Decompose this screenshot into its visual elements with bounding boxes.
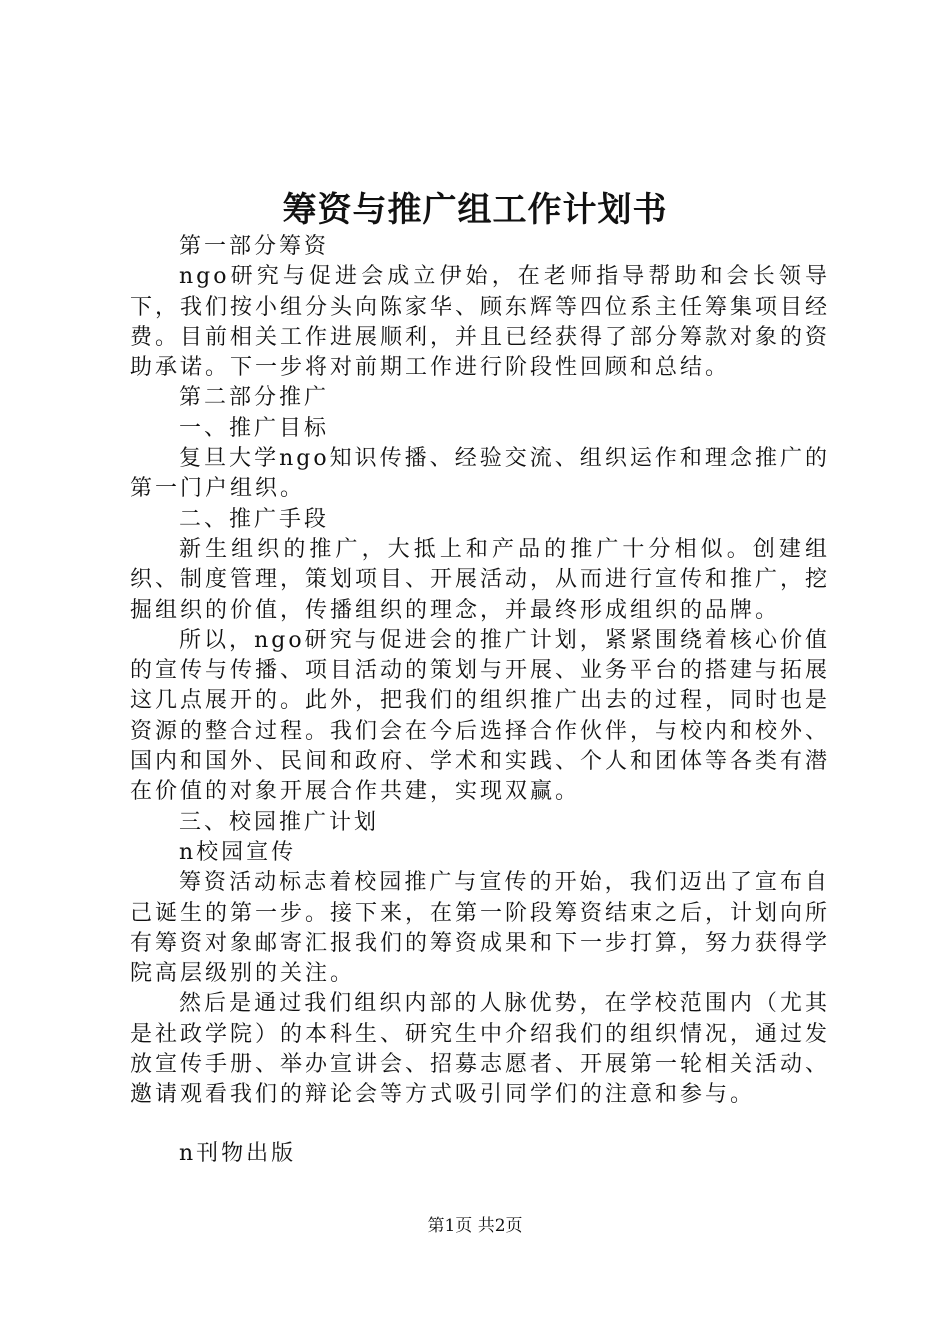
section-heading-promotion: 第二部分推广	[179, 385, 330, 411]
paragraph-network: 然后是通过我们组织内部的人脉优势，在学校范围内（尤其是社政学院）的本科生、研究生中介绍我们的组织情况，通过发放宣传手册、举办宣讲会、招募志愿者、开展第一轮相关活动、邀请观看我们的辩论会等方式吸引同学们的注意和参与。	[130, 991, 831, 1108]
paragraph-promotion-goal: 复旦大学ngo知识传播、经验交流、组织运作和理念推广的第一门户组织。	[130, 446, 830, 502]
subheading-publication: n刊物出版	[179, 1140, 297, 1166]
paragraph-fundraising: ngo研究与促进会成立伊始，在老师指导帮助和会长领导下，我们按小组分头向陈家华、顾东辉等四位系主任筹集项目经费。目前相关工作进展顺利，并且已经获得了部分筹款对象的资助承诺。下一步将对前期工作进行阶段性回顾和总结。	[130, 264, 831, 381]
section-heading-fundraising: 第一部分筹资	[179, 234, 330, 259]
paragraph-campus-publicity: 筹资活动标志着校园推广与宣传的开始，我们迈出了宣布自己诞生的第一步。接下来，在第一阶段筹资结束之后，计划向所有筹资对象邮寄汇报我们的筹资成果和下一步打算，努力获得学院高层级别的关注。	[130, 870, 831, 987]
document-body	[130, 232, 830, 1169]
subheading-campus-publicity: n校园宣传	[179, 839, 297, 865]
paragraph-promotion-plan: 所以，ngo研究与促进会的推广计划，紧紧围绕着核心价值的宣传与传播、项目活动的策划与开展、业务平台的搭建与拓展这几点展开的。此外，把我们的组织推广出去的过程，同时也是资源的整合过程。我们会在今后选择合作伙伴，与校内和校外、国内和国外、民间和政府、学术和实践、个人和团体等各类有潜在价值的对象开展合作共建，实现双赢。	[130, 627, 831, 805]
paragraph-spacer	[130, 1111, 830, 1139]
document-title: 筹资与推广组工作计划书	[282, 190, 668, 230]
subheading-promotion-means: 二、推广手段	[179, 506, 330, 532]
paragraph-promotion-means: 新生组织的推广，大抵上和产品的推广十分相似。创建组织、制度管理，策划项目、开展活动，从而进行宣传和推广，挖掘组织的价值，传播组织的理念，并最终形成组织的品牌。	[130, 536, 831, 623]
subheading-campus-plan: 三、校园推广计划	[179, 809, 380, 835]
subheading-promotion-goal: 一、推广目标	[179, 415, 330, 441]
page-number: 第1页 共2页	[427, 1216, 523, 1236]
